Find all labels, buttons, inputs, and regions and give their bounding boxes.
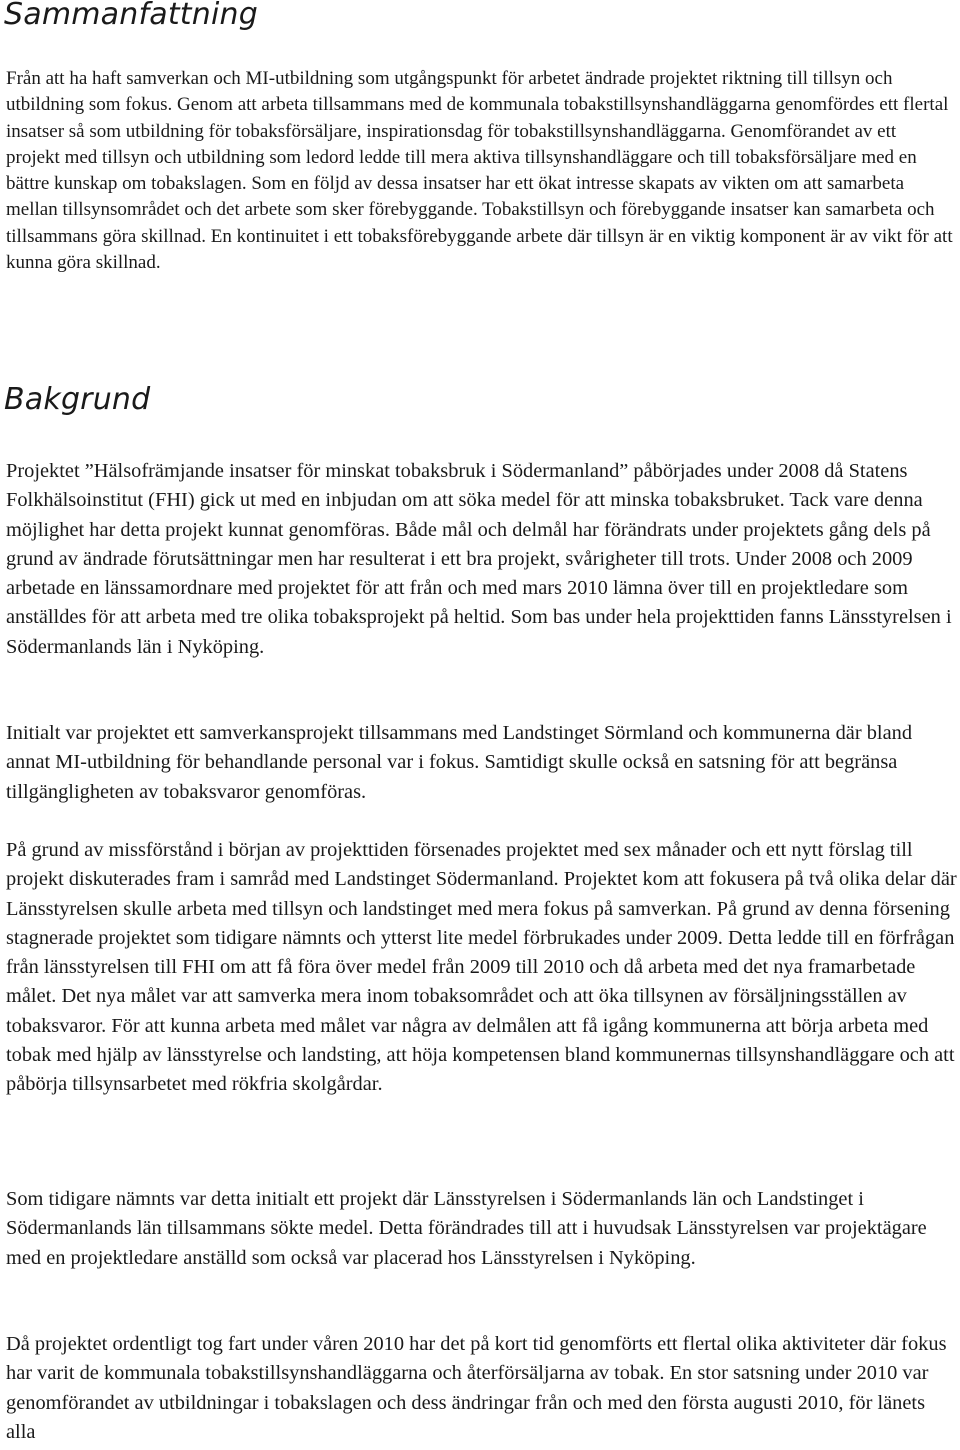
background-paragraph-1: Projektet ”Hälsofrämjande insatser för minskat tobaksbruk i Södermanland” påbörjades under 2008 då Statens Folkhälsoinstitut (FHI) gick ut med en inbjudan om att söka medel för att minska tobaksbruket. Tack vare denna möjlighet har detta projekt kunnat genomföras. Både mål och delmål har förändrats under projektets gång dels på grund av ändrade förutsättningar men har resulterat i ett bra projekt, svårigheter till trots. Under 2008 och 2009 arbetade en länssamordnare med projektet för att från och med mars 2010 lämna över till en projektledare som anställdes för att arbeta med tre olika tobaksprojekt på heltid. Som bas under hela projekttiden fanns Länsstyrelsen i Södermanlands län i Nyköping. (6, 460, 952, 658)
background-paragraph-2: Initialt var projektet ett samverkansprojekt tillsammans med Landstinget Sörmland och kommunerna där bland annat MI-utbildning för behandlande personal var i fokus. Samtidigt skulle också en satsning för att begränsa tillgängligheten av tobaksvaror genomföras. (6, 722, 913, 803)
background-heading: Bakgrund (4, 382, 151, 417)
background-paragraph-3: På grund av missförstånd i början av projekttiden försenades projektet med sex månader och ett nytt förslag till projekt diskuterades fram i samråd med Landstinget Södermanland. Projektet kom att fokusera på två olika delar där Länsstyrelsen skulle arbeta med tillsyn och landstinget med mera fokus på samverkan. På grund av denna försening stagnerade projektet som tidigare nämnts och ytterst lite medel förbrukades under 2009. Detta ledde till en förfrågan från länsstyrelsen till FHI om att få föra över medel från 2009 till 2010 och då arbeta med det nya framarbetade målet. Det nya målet var att samverka mera inom tobaksområdet och att öka tillsynen av försäljningsställen av tobaksvaror. För att kunna arbeta med målet var några av delmålen att få igång kommunerna att börja arbeta med tobak med hjälp av länsstyrelse och landsting, att höja kompetensen bland kommunernas tillsynshandläggare och att påbörja tillsynsarbetet med rökfria skolgårdar. (6, 839, 957, 1096)
background-paragraph-4: Som tidigare nämnts var detta initialt ett projekt där Länsstyrelsen i Södermanlands län och Landstinget i Södermanlands län tillsammans sökte medel. Detta förändrades till att i huvudsak Länsstyrelsen var projektägare med en projektledare anställd som också var placerad hos Länsstyrelsen i Nyköping. (6, 1188, 927, 1269)
summary-paragraph: Från att ha haft samverkan och MI-utbildning som utgångspunkt för arbetet ändrade projektet riktning till tillsyn och utbildning som fokus. Genom att arbeta tillsammans med de kommunala tobakstillsynshandläggarna genomfördes ett flertal insatser så som utbildning för tobaksförsäljare, inspirationsdag för tobakstillsynshandläggarna. Genomförandet av ett projekt med tillsyn och utbildning som ledord ledde till mera aktiva tillsynshandläggare och till tobaksförsäljare med en bättre kunskap om tobakslagen. Som en följd av dessa insatser har ett ökat intresse skapats av vikten om att samarbeta mellan tillsynsområdet och det arbete som sker förebyggande. Tobakstillsyn och förebyggande insatser kan samarbeta och tillsammans göra skillnad. En kontinuitet i ett tobaksförebyggande arbete där tillsyn är en viktig komponent är av vikt för att kunna göra skillnad. (6, 68, 953, 274)
background-paragraph-5: Då projektet ordentligt tog fart under våren 2010 har det på kort tid genomförts ett flertal olika aktiviteter där fokus har varit de kommunala tobakstillsynshandläggarna och återförsäljarna av tobak. En stor satsning under 2010 var genomförandet av utbildningar i tobakslagen och dess ändringar från och med den första augusti 2010, för länets alla (6, 1333, 947, 1443)
summary-heading: Sammanfattning (4, 0, 258, 32)
